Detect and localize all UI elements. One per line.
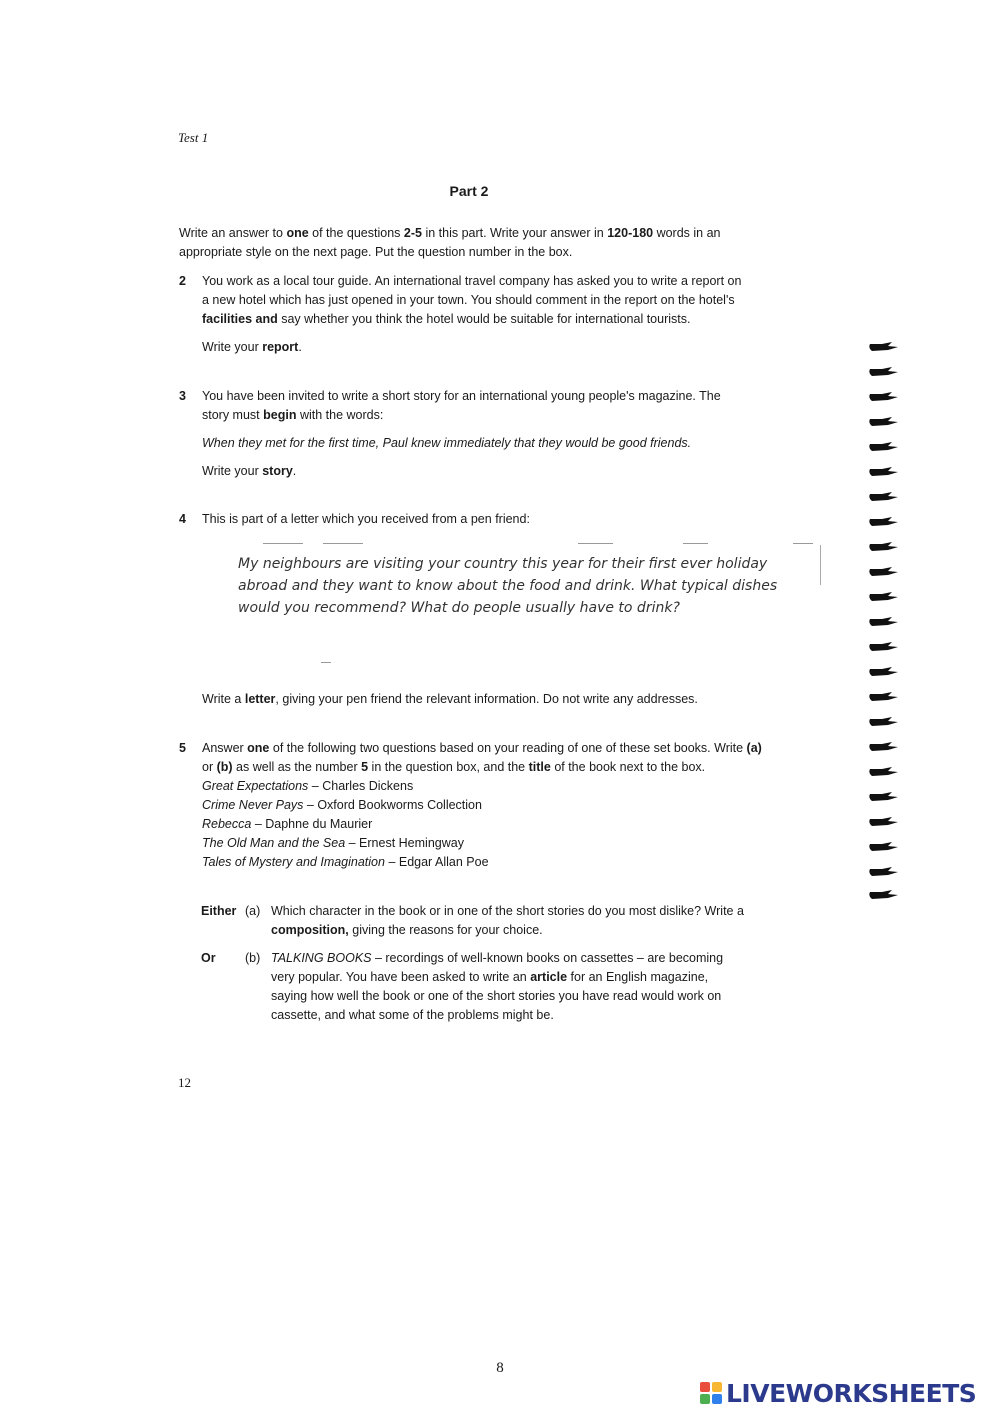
instructions	[179, 224, 744, 262]
option-label: Or	[201, 951, 216, 965]
divider	[683, 543, 708, 544]
logo-text: LIVEWORKSHEETS	[726, 1378, 977, 1408]
running-head: Test 1	[178, 130, 209, 145]
bold-text: (b)	[216, 760, 233, 774]
logo-square	[700, 1394, 710, 1404]
question-number: 3	[179, 389, 186, 403]
bold-text: 5	[361, 760, 369, 774]
italic-text: TALKING BOOKS	[271, 951, 372, 965]
letter-extract	[203, 537, 821, 667]
book-item	[202, 777, 762, 796]
bold-text: title	[528, 760, 551, 774]
question-number: 2	[179, 274, 186, 288]
book-title: Rebecca	[202, 817, 252, 831]
text: of the following two questions based on your reading of one of these set books. Write	[269, 741, 747, 755]
bold-text: begin	[263, 408, 297, 422]
task-type: article	[530, 970, 568, 984]
divider	[321, 662, 331, 663]
intro-text: words in an appropriate style on the next page. Put the question number in the box.	[179, 226, 721, 259]
task-type: letter	[244, 692, 276, 706]
option-text	[271, 902, 751, 940]
book-title: Great Expectations	[202, 779, 309, 793]
text: You work as a local tour guide. An international travel company has asked you to write a report on a new hotel which has just opened in your town. You should comment in the report on the hotel's	[202, 274, 742, 307]
option-label: Either	[201, 904, 237, 918]
book-title: Tales of Mystery and Imagination	[202, 855, 385, 869]
task-type: composition,	[271, 923, 349, 937]
book-item	[202, 796, 762, 815]
spiral-ring	[869, 342, 898, 351]
book-title: The Old Man and the Sea	[202, 836, 346, 850]
book-author: – Charles Dickens	[308, 779, 414, 793]
book-title: Crime Never Pays	[202, 798, 304, 812]
bold-text: one	[247, 741, 270, 755]
text: with the words:	[296, 408, 384, 422]
text: as well as the number	[232, 760, 362, 774]
logo-square	[700, 1382, 710, 1392]
logo-icon	[700, 1382, 722, 1404]
text: Write a	[202, 692, 245, 706]
divider	[578, 543, 613, 544]
question-text	[202, 272, 742, 329]
text: in the question box, and the	[368, 760, 529, 774]
text: Write your	[202, 464, 263, 478]
page-number: 8	[496, 1360, 504, 1376]
text: Answer	[202, 741, 248, 755]
intro-text: of the questions	[308, 226, 404, 240]
story-opening: When they met for the first time, Paul knew immediately that they would be good friends.	[202, 436, 692, 450]
divider	[263, 543, 303, 544]
question-text	[202, 739, 762, 777]
task-instruction	[202, 690, 702, 709]
text: or	[202, 760, 217, 774]
task-type: report	[262, 340, 299, 354]
set-books-list	[202, 777, 762, 872]
text: .	[292, 464, 297, 478]
text: of the book next to the box.	[550, 760, 706, 774]
text: for an English magazine, saying how well the book or one of the short stories you have read would work on cassette, and what some of the problems might be.	[271, 970, 722, 1022]
option-letter: (b)	[245, 951, 261, 965]
divider	[323, 543, 363, 544]
text: giving the reasons for your choice.	[348, 923, 543, 937]
text: say whether you think the hotel would be suitable for international tourists.	[277, 312, 691, 326]
bold-text: facilities and	[202, 312, 278, 326]
book-author: – Edgar Allan Poe	[384, 855, 489, 869]
text: , giving your pen friend the relevant information. Do not write any addresses.	[275, 692, 698, 706]
letter-text: My neighbours are visiting your country this year for their first ever holiday abroad and they want to know about the food and drink. What typical dishes would you recommend? What do people usually have to drink?	[238, 556, 778, 616]
text: .	[298, 340, 302, 354]
question-number: 4	[179, 512, 186, 526]
inner-page-number: 12	[178, 1075, 191, 1090]
intro-text: Write an answer to	[179, 226, 287, 240]
question-number: 5	[179, 741, 186, 755]
book-author: – Oxford Bookworms Collection	[303, 798, 482, 812]
text: Which character in the book or in one of the short stories do you most dislike? Write a	[271, 904, 744, 918]
intro-bold: 2-5	[403, 226, 422, 240]
bold-text: (a)	[746, 741, 762, 755]
task-instruction	[202, 338, 742, 357]
part-title: Part 2	[449, 183, 489, 199]
intro-bold: 120-180	[607, 226, 654, 240]
logo-square	[712, 1394, 722, 1404]
spiral-binding-icon	[866, 338, 906, 908]
liveworksheets-logo[interactable]	[700, 1378, 976, 1408]
option-text	[271, 949, 746, 1025]
divider	[793, 543, 813, 544]
intro-bold: one	[286, 226, 309, 240]
book-item	[202, 834, 762, 853]
text: – recordings of well-known books on cassettes – are becoming very popular. You have been asked to write an	[271, 951, 724, 984]
task-instruction	[202, 462, 722, 481]
question-text	[202, 387, 722, 425]
logo-square	[712, 1382, 722, 1392]
option-letter: (a)	[245, 904, 261, 918]
question-4-instruction	[202, 690, 702, 709]
task-type: story	[262, 464, 293, 478]
book-author: – Daphne du Maurier	[251, 817, 373, 831]
question-text: This is part of a letter which you received from a pen friend:	[202, 512, 530, 526]
book-author: – Ernest Hemingway	[345, 836, 464, 850]
book-item	[202, 815, 762, 834]
divider	[820, 545, 821, 585]
text: You have been invited to write a short story for an international young people's magazine. The story must	[202, 389, 721, 422]
text: Write your	[202, 340, 263, 354]
intro-text: in this part. Write your answer in	[421, 226, 608, 240]
book-item	[202, 853, 762, 872]
